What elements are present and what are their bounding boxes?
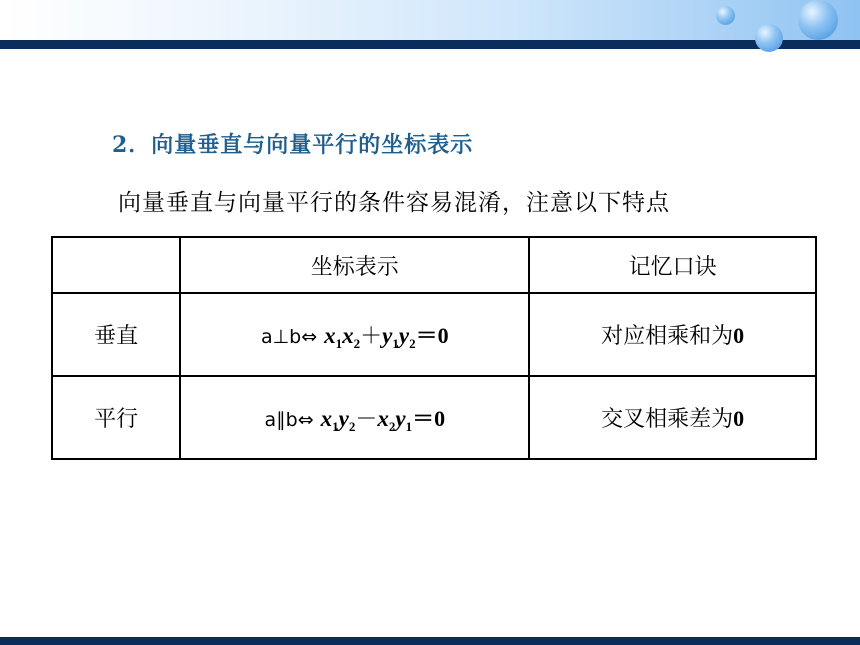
coord-expression	[320, 406, 356, 434]
bubble-decoration-large	[798, 0, 838, 40]
bubble-decoration-medium	[755, 24, 783, 52]
footer-bar	[0, 637, 860, 645]
coord-expression	[382, 323, 416, 351]
table-row-parallel	[52, 376, 816, 459]
perpendicular-formula	[261, 324, 449, 349]
subscript: 2	[409, 336, 416, 351]
coord-expression	[324, 323, 361, 351]
term: y	[338, 406, 349, 431]
intro-text: 向量垂直与向量平行的条件容易混淆，注意以下特点	[118, 190, 670, 216]
subscript: 1	[335, 336, 343, 351]
bubble-decoration-small	[716, 6, 735, 25]
formula-cell	[180, 293, 529, 376]
term: y	[395, 406, 406, 431]
term: x	[324, 323, 336, 348]
equals-zero: ＝0	[412, 406, 446, 431]
coord-expression	[377, 406, 413, 434]
term: x	[377, 406, 389, 431]
operator: －	[355, 407, 378, 432]
mnemonic-number: 0	[733, 323, 745, 348]
section-heading: 2．向量垂直与向量平行的坐标表示	[112, 132, 474, 158]
header-cell-mnemonic: 记忆口诀	[529, 237, 816, 293]
term: x	[320, 406, 333, 431]
mnemonic-cell	[529, 376, 816, 459]
subscript: 2	[388, 419, 396, 434]
subscript: 1	[392, 336, 399, 351]
equals-zero: ＝0	[415, 323, 449, 348]
header-cell-coordinate: 坐标表示	[180, 237, 529, 293]
row-label: 垂直	[52, 293, 180, 376]
term: y	[382, 323, 393, 348]
vector-relation: a∥b⇔	[264, 409, 314, 431]
mnemonic-text: 对应相乘和为	[601, 324, 734, 349]
comparison-table	[51, 236, 817, 460]
formula-cell	[180, 376, 529, 459]
subscript: 1	[405, 419, 413, 434]
table-row-perpendicular	[52, 293, 816, 376]
operator: ＋	[360, 324, 383, 349]
header-cell-empty	[52, 237, 180, 293]
subscript: 2	[348, 419, 356, 434]
header-bar	[0, 40, 860, 49]
table-header-row	[52, 237, 816, 293]
mnemonic-number: 0	[733, 406, 745, 431]
parallel-formula	[264, 407, 445, 432]
subscript: 2	[353, 336, 361, 351]
subscript: 1	[332, 419, 339, 434]
row-label: 平行	[52, 376, 180, 459]
term: x	[342, 323, 354, 348]
vector-relation: a⊥b⇔	[260, 326, 318, 348]
term: y	[398, 323, 410, 348]
mnemonic-cell	[529, 293, 816, 376]
mnemonic-text: 交叉相乘差为	[601, 407, 734, 432]
